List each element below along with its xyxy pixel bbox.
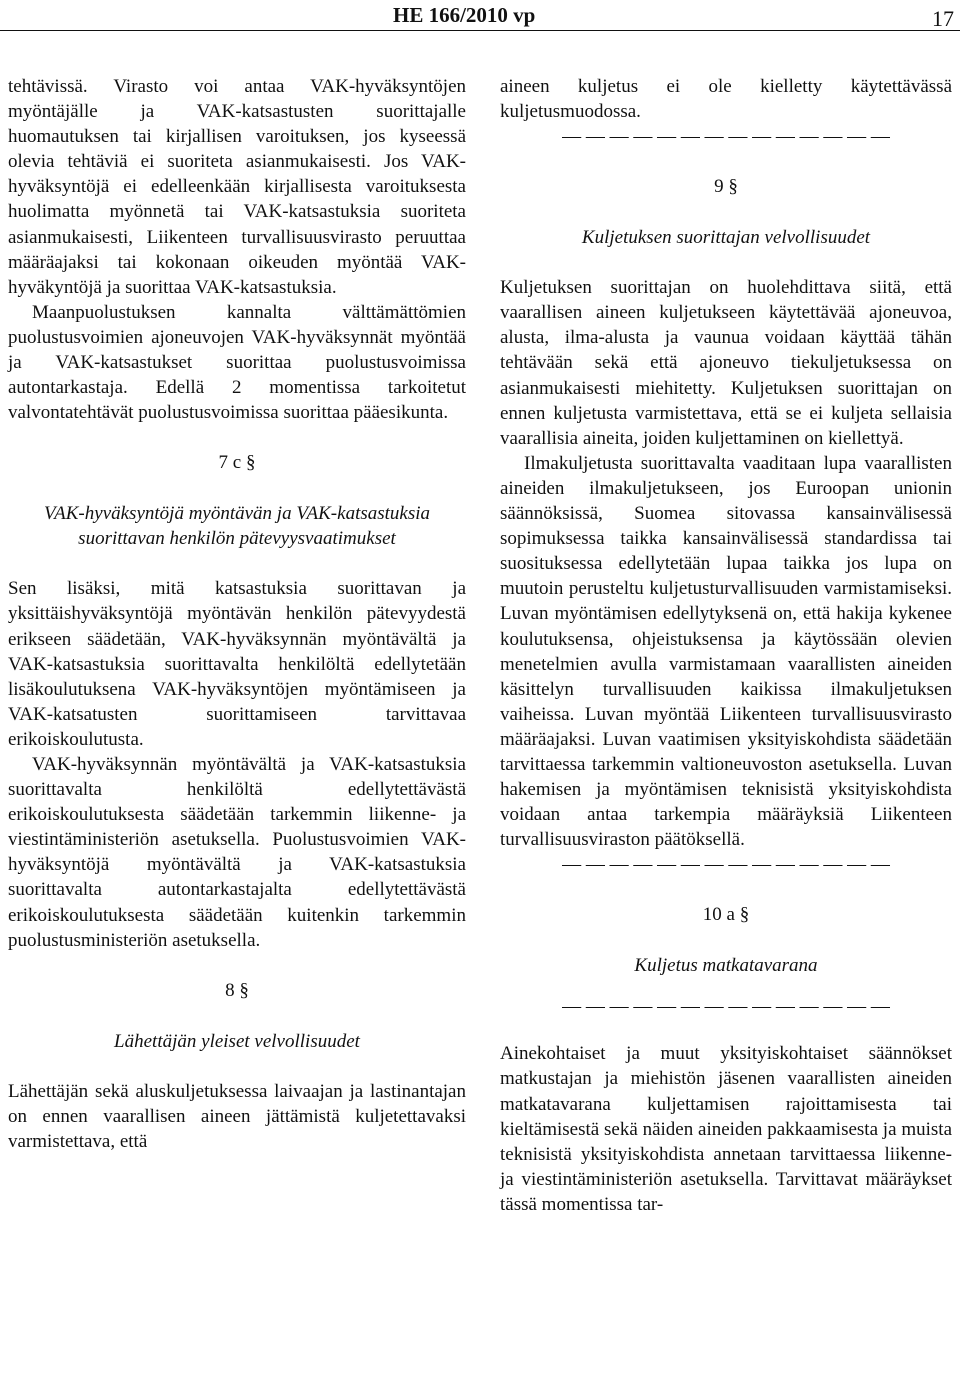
left-paragraph-2: Maanpuolustuksen kannalta välttämättömien puolustusvoimien ajoneuvojen VAK-hyväksynnät myöntää ja VAK-katsastukset suorittaa puolustusvoimissa autontarkastaja. Edellä 2 momentissa tarkoitetut valvontatehtävät puolustusvoimissa suorittaa pääesikunta.: [8, 301, 466, 424]
omission-dashes-2: — — — — — — — — — — — — — —: [562, 854, 890, 876]
page-header: [0, 0, 960, 34]
right-paragraph-4: Ainekohtaiset ja muut yksityiskohtaiset säännökset matkustajan ja miehistön jäsenen vaarallisten aineiden matkatavarana kuljettamisen rajoittamisesta tai kieltämisestä sekä näiden aineiden pakkaamisesta ja muista teknisistä yksityiskohdista annetaan tarvittaessa liikenne- ja viestintäministeriön asetuksella. Tarvittavat määräykset tässä momentissa tar-: [500, 1043, 952, 1215]
right-paragraph-1: aineen kuljetus ei ole kielletty käytettävässä kuljetusmuodossa.: [500, 76, 952, 123]
section-9-title: Kuljetuksen suorittajan velvollisuudet: [581, 227, 871, 249]
left-paragraph-1: tehtävissä. Virasto voi antaa VAK-hyväksyntöjen myöntäjälle ja VAK-katsastusten suorittajalle huomautuksen tai kirjallisen varoituksen, jos kyseessä olevia tehtäviä ei suoriteta asianmukaisesti. Jos VAK-hyväksyntöjä ei edelleenkään kirjallisesta varoituksesta huolimatta myönnetä tai VAK-katsastuksia suoriteta asianmukaisesti, Liikenteen turvallisuusvirasto peruuttaa määräajaksi tai kokonaan oikeuden myöntää VAK-hyväkyntöjä ja suorittaa VAK-katsastuksia.: [8, 76, 466, 298]
left-column: [8, 74, 466, 1154]
left-paragraph-3: Sen lisäksi, mitä katsastuksia suorittavan ja yksittäishyväksyntöjä myöntävän henkilön pätevyydestä erikseen säädetään, VAK-hyväksynnän myöntävältä ja VAK-katsastuksia suorittavalta henkilöltä edellytetään lisäkoulutuksena VAK-hyväksyntöjen myöntämiseen ja VAK-katsatusten suorittamiseen tarvittavaa erikoiskoulutusta.: [8, 578, 466, 750]
omission-dashes-3: — — — — — — — — — — — — — —: [562, 996, 890, 1018]
right-paragraph-3: Ilmakuljetusta suorittavalta vaaditaan lupa vaarallisten aineiden ilmakuljetukseen, jos Euroopan unionin säännöksissä, Suomea sitovassa kansainvälisessä sopimuksessa taikka kansainvälisessä standardissa tai suosituksessa edellytetään lupaa taikka jos lupa on muutoin perusteltu kuljetusturvallisuuden varmistamiseksi. Luvan myöntämisen edellytyksenä on, että hakija kykenee koulutuksensa, ohjeistuksensa ja käytössään olevien menetelmien avulla varmistamaan vaarallisten aineiden käsittelyn turvallisuuden kaikissa ilmakuljetuksen vaiheissa. Luvan myöntää Liikenteen turvallisuusvirasto määräajaksi. Luvan vaatimisen yksityiskohdista säädetään tarvittaessa tarkemmin valtioneuvoston asetuksella. Luvan hakemisen ja myöntämisen teknisistä yksityiskohdista voidaan antaa tarkempia määräyksiä Liikenteen turvallisuusviraston päätöksellä.: [500, 452, 952, 851]
omission-dashes-1: — — — — — — — — — — — — — —: [562, 126, 890, 148]
right-column: [500, 74, 952, 1217]
section-10a-number: 10 a §: [702, 904, 750, 926]
section-8-number: 8 §: [225, 979, 249, 1001]
section-7c-title: VAK-hyväksyntöjä myöntävän ja VAK-katsastuksia suorittavan henkilön pätevyysvaatimukset: [43, 503, 431, 550]
section-10a-title: Kuljetus matkatavarana: [634, 955, 818, 977]
document-reference: HE 166/2010 vp: [393, 3, 536, 27]
section-8-title: Lähettäjän yleiset velvollisuudet: [114, 1030, 360, 1052]
page-number: 17: [932, 6, 954, 31]
left-paragraph-4: VAK-hyväksynnän myöntävältä ja VAK-katsastuksia suorittavalta henkilöltä edellytettävästä erikoiskoulutuksesta säädetään tarkemmin liikenne- ja viestintäministeriön asetuksella. Puolustusvoimien VAK-hyväksyntöjä myöntävältä ja VAK-katsastuksia suorittavalta autontarkastajalta edellytettävästä erikoiskoulutuksesta säädetään kuitenkin tarkemmin puolustusministeriön asetuksella.: [8, 753, 466, 951]
section-7c-number: 7 c §: [218, 452, 256, 474]
section-9-number: 9 §: [714, 176, 738, 198]
left-paragraph-5: Lähettäjän sekä aluskuljetuksessa laivaajan ja lastinantajan on ennen vaarallisen aineen jättämistä kuljetettavaksi varmistettava, että: [8, 1080, 466, 1152]
right-paragraph-2: Kuljetuksen suorittajan on huolehdittava siitä, että vaarallisen aineen kuljetukseen käytettävää ajoneuvoa, alusta, ilma-alusta ja vaunua voidaan käyttää tähän tehtävään sekä että ajoneuvo tiekuljetuksessa on asianmukaisesti miehitetty. Kuljetuksen suorittajan on ennen kuljetusta varmistettava, että se ei kuljeta sellaisia vaarallisia aineita, joiden kuljettaminen on kiellettyä.: [500, 277, 952, 449]
header-rule: [0, 30, 960, 31]
